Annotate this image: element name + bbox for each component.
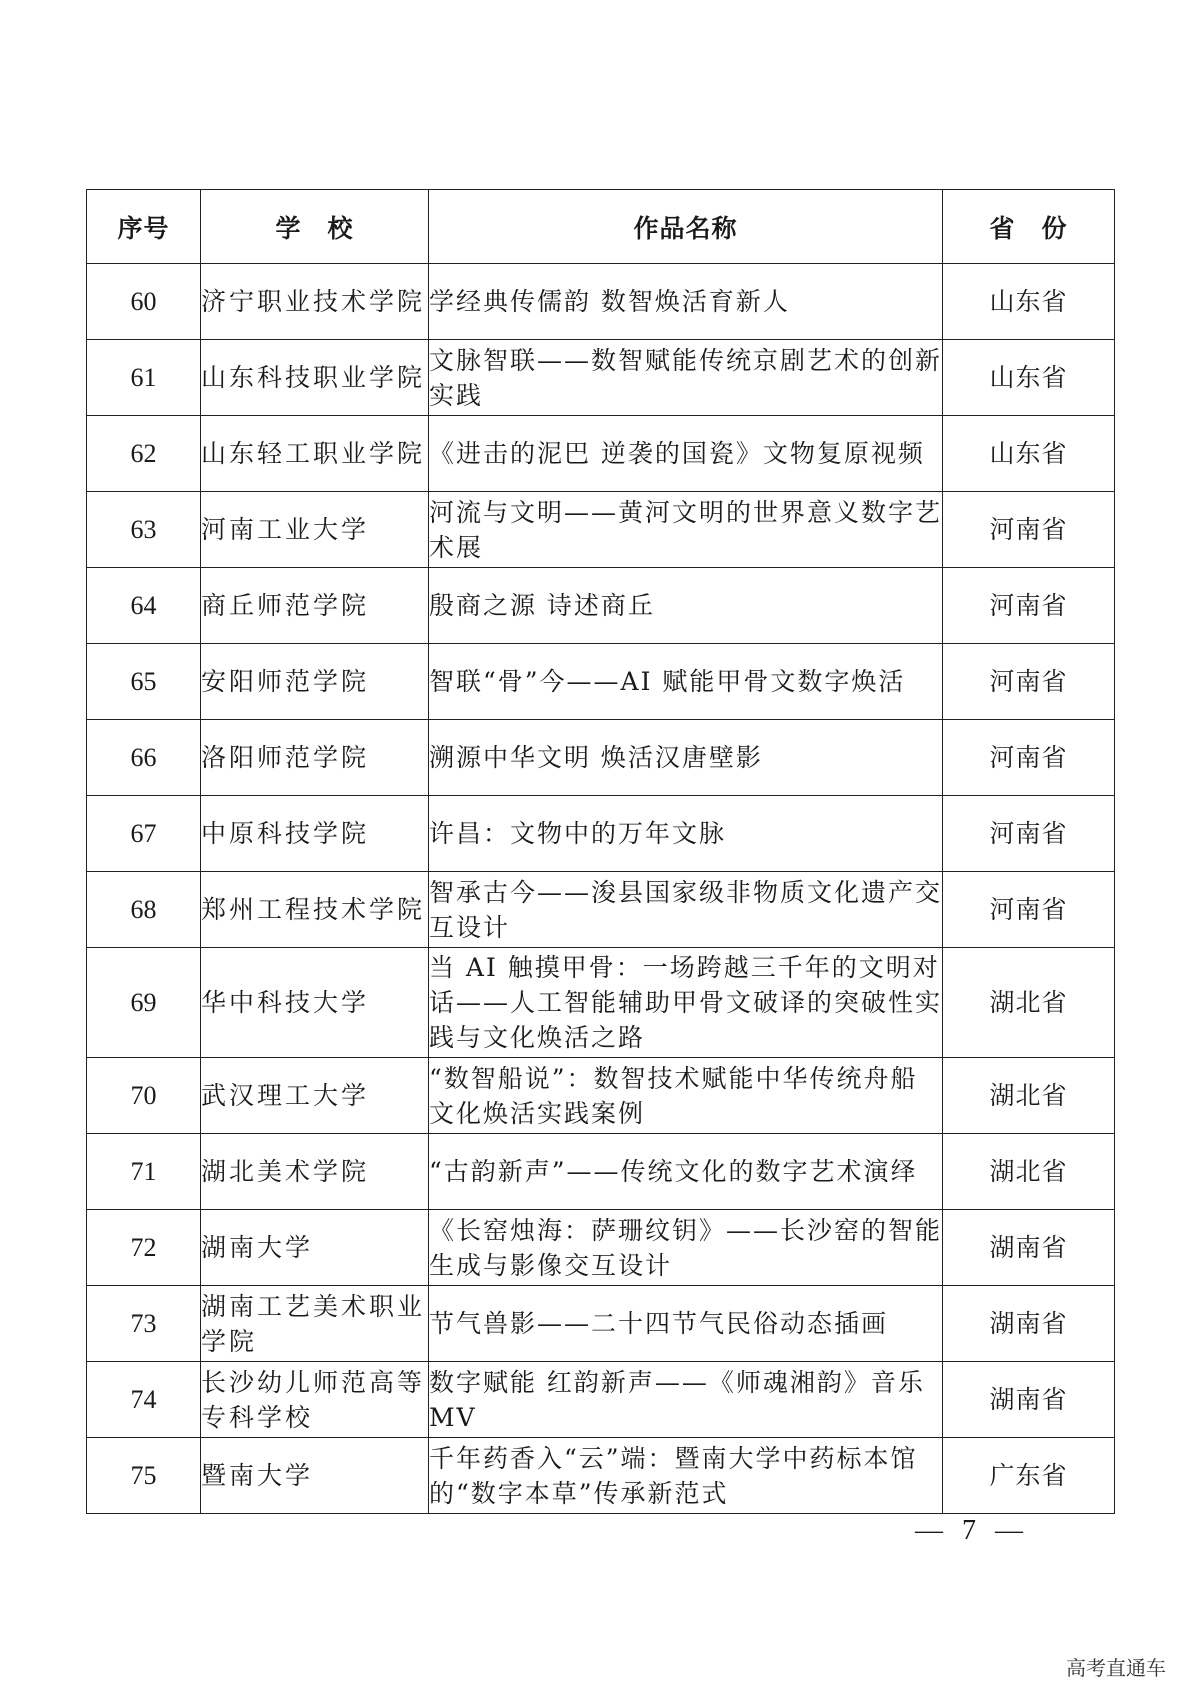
row-number: 62	[87, 416, 201, 492]
school-name: 武汉理工大学	[200, 1058, 428, 1134]
school-name: 华中科技大学	[200, 948, 428, 1058]
work-title: 《长窑烛海：萨珊纹钥》——长沙窑的智能生成与影像交互设计	[428, 1210, 942, 1286]
work-title: “数智船说”：数智技术赋能中华传统舟船文化焕活实践案例	[428, 1058, 942, 1134]
province: 河南省	[942, 872, 1114, 948]
table-row	[87, 1058, 1115, 1134]
province: 山东省	[942, 264, 1114, 340]
award-table	[86, 189, 1115, 1514]
row-number: 68	[87, 872, 201, 948]
school-name: 山东轻工职业学院	[200, 416, 428, 492]
work-title: 当 AI 触摸甲骨：一场跨越三千年的文明对话——人工智能辅助甲骨文破译的突破性实践与文化焕活之路	[428, 948, 942, 1058]
school-name: 长沙幼儿师范高等专科学校	[200, 1362, 428, 1438]
watermark: 高考直通车	[1066, 1656, 1166, 1680]
province: 湖北省	[942, 1134, 1114, 1210]
province: 湖南省	[942, 1210, 1114, 1286]
table-body	[87, 264, 1115, 1514]
page-number: — 7 —	[915, 1515, 1029, 1546]
table-row	[87, 492, 1115, 568]
school-name: 湖南大学	[200, 1210, 428, 1286]
table-row	[87, 644, 1115, 720]
work-title: 殷商之源 诗述商丘	[428, 568, 942, 644]
table-row	[87, 720, 1115, 796]
school-name: 中原科技学院	[200, 796, 428, 872]
school-name: 湖北美术学院	[200, 1134, 428, 1210]
row-number: 63	[87, 492, 201, 568]
row-number: 73	[87, 1286, 201, 1362]
row-number: 66	[87, 720, 201, 796]
work-title: 溯源中华文明 焕活汉唐壁影	[428, 720, 942, 796]
table-row	[87, 264, 1115, 340]
work-title: 学经典传儒韵 数智焕活育新人	[428, 264, 942, 340]
work-title: 智承古今——浚县国家级非物质文化遗产交互设计	[428, 872, 942, 948]
row-number: 61	[87, 340, 201, 416]
province: 湖北省	[942, 948, 1114, 1058]
province: 湖南省	[942, 1362, 1114, 1438]
row-number: 74	[87, 1362, 201, 1438]
school-name: 山东科技职业学院	[200, 340, 428, 416]
table-row	[87, 796, 1115, 872]
province: 山东省	[942, 416, 1114, 492]
table-row	[87, 416, 1115, 492]
table-row	[87, 872, 1115, 948]
table-row	[87, 948, 1115, 1058]
table-row	[87, 1134, 1115, 1210]
work-title: 千年药香入“云”端：暨南大学中药标本馆的“数字本草”传承新范式	[428, 1438, 942, 1514]
work-title: “古韵新声”——传统文化的数字艺术演绎	[428, 1134, 942, 1210]
province: 河南省	[942, 644, 1114, 720]
row-number: 71	[87, 1134, 201, 1210]
province: 河南省	[942, 492, 1114, 568]
row-number: 75	[87, 1438, 201, 1514]
school-name: 河南工业大学	[200, 492, 428, 568]
school-name: 商丘师范学院	[200, 568, 428, 644]
work-title: 河流与文明——黄河文明的世界意义数字艺术展	[428, 492, 942, 568]
row-number: 65	[87, 644, 201, 720]
province: 山东省	[942, 340, 1114, 416]
school-name: 郑州工程技术学院	[200, 872, 428, 948]
work-title: 许昌：文物中的万年文脉	[428, 796, 942, 872]
school-name: 安阳师范学院	[200, 644, 428, 720]
row-number: 70	[87, 1058, 201, 1134]
work-title: 数字赋能 红韵新声——《师魂湘韵》音乐 MV	[428, 1362, 942, 1438]
work-title: 智联“骨”今——AI 赋能甲骨文数字焕活	[428, 644, 942, 720]
province: 广东省	[942, 1438, 1114, 1514]
province: 湖南省	[942, 1286, 1114, 1362]
school-name: 济宁职业技术学院	[200, 264, 428, 340]
header-work: 作品名称	[428, 190, 942, 264]
row-number: 67	[87, 796, 201, 872]
table-header	[87, 190, 1115, 264]
row-number: 64	[87, 568, 201, 644]
table-row	[87, 1210, 1115, 1286]
school-name: 湖南工艺美术职业学院	[200, 1286, 428, 1362]
work-title: 文脉智联——数智赋能传统京剧艺术的创新实践	[428, 340, 942, 416]
province: 湖北省	[942, 1058, 1114, 1134]
work-title: 节气兽影——二十四节气民俗动态插画	[428, 1286, 942, 1362]
row-number: 72	[87, 1210, 201, 1286]
province: 河南省	[942, 796, 1114, 872]
header-school: 学 校	[200, 190, 428, 264]
work-title: 《进击的泥巴 逆袭的国瓷》文物复原视频	[428, 416, 942, 492]
header-province: 省 份	[942, 190, 1114, 264]
table-row	[87, 1438, 1115, 1514]
table-row	[87, 1362, 1115, 1438]
header-no: 序号	[87, 190, 201, 264]
school-name: 洛阳师范学院	[200, 720, 428, 796]
table-row	[87, 568, 1115, 644]
table-row	[87, 340, 1115, 416]
row-number: 69	[87, 948, 201, 1058]
table-row	[87, 1286, 1115, 1362]
province: 河南省	[942, 720, 1114, 796]
province: 河南省	[942, 568, 1114, 644]
row-number: 60	[87, 264, 201, 340]
school-name: 暨南大学	[200, 1438, 428, 1514]
